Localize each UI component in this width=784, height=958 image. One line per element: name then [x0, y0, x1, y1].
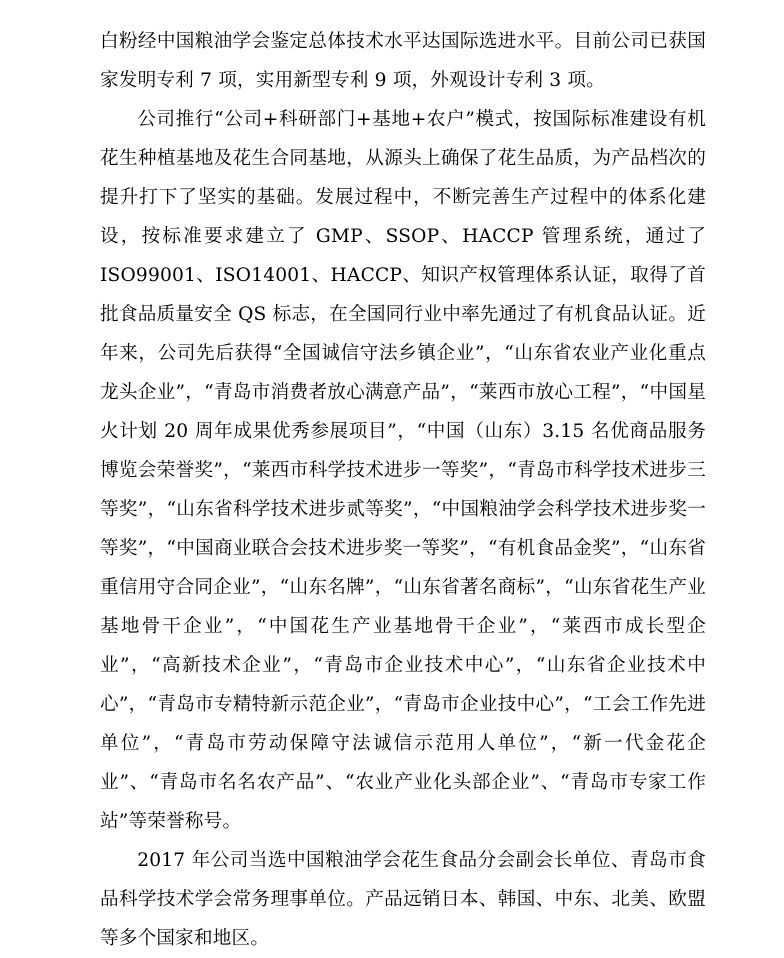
paragraph-3: 2017 年公司当选中国粮油学会花生食品分会副会长单位、青岛市食品科学技术学会常务理事单位。产品远销日本、韩国、中东、北美、欧盟等多个国家和地区。: [100, 850, 706, 949]
document-body: [100, 22, 706, 958]
paragraph-2: 公司推行“公司+科研部门+基地+农户”模式，按国际标准建设有机花生种植基地及花生合同基地，从源头上确保了花生品质，为产品档次的提升打下了坚实的基础。发展过程中，不断完善生产过程中的体系化建设，按标准要求建立了 GMP、SSOP、HACCP 管理系统，通过了 ISO99001、ISO14001、HACCP、知识产权管理体系认证，取得了首批食品质量安全 QS 标志，在全国同行业中率先通过了有机食品认证。近年来，公司先后获得“全国诚信守法乡镇企业”，“山东省农业产业化重点龙头企业”，“青岛市消费者放心满意产品”，“莱西市放心工程”，“中国星火计划 20 周年成果优秀参展项目”，“中国（山东）3.15 名优商品服务博览会荣誉奖”，“莱西市科学技术进步一等奖”，“青岛市科学技术进步三等奖”，“山东省科学技术进步贰等奖”，“中国粮油学会科学技术进步奖一等奖”，“中国商业联合会技术进步奖一等奖”，“有机食品金奖”，“山东省重信用守合同企业”，“山东名牌”，“山东省著名商标”，“山东省花生产业基地骨干企业”，“中国花生产业基地骨干企业”，“莱西市成长型企业”，“高新技术企业”，“青岛市企业技术中心”，“山东省企业技术中心”，“青岛市专精特新示范企业”，“青岛市企业技中心”，“工会工作先进单位”，“青岛市劳动保障守法诚信示范用人单位”，“新一代金花企业”、“青岛市名名农产品”、“农业产业化头部企业”、“青岛市专家工作站”等荣誉称号。: [100, 109, 706, 832]
paragraph-1: 白粉经中国粮油学会鉴定总体技术水平达国际选进水平。目前公司已获国家发明专利 7 项，实用新型专利 9 项，外观设计专利 3 项。: [100, 31, 706, 91]
